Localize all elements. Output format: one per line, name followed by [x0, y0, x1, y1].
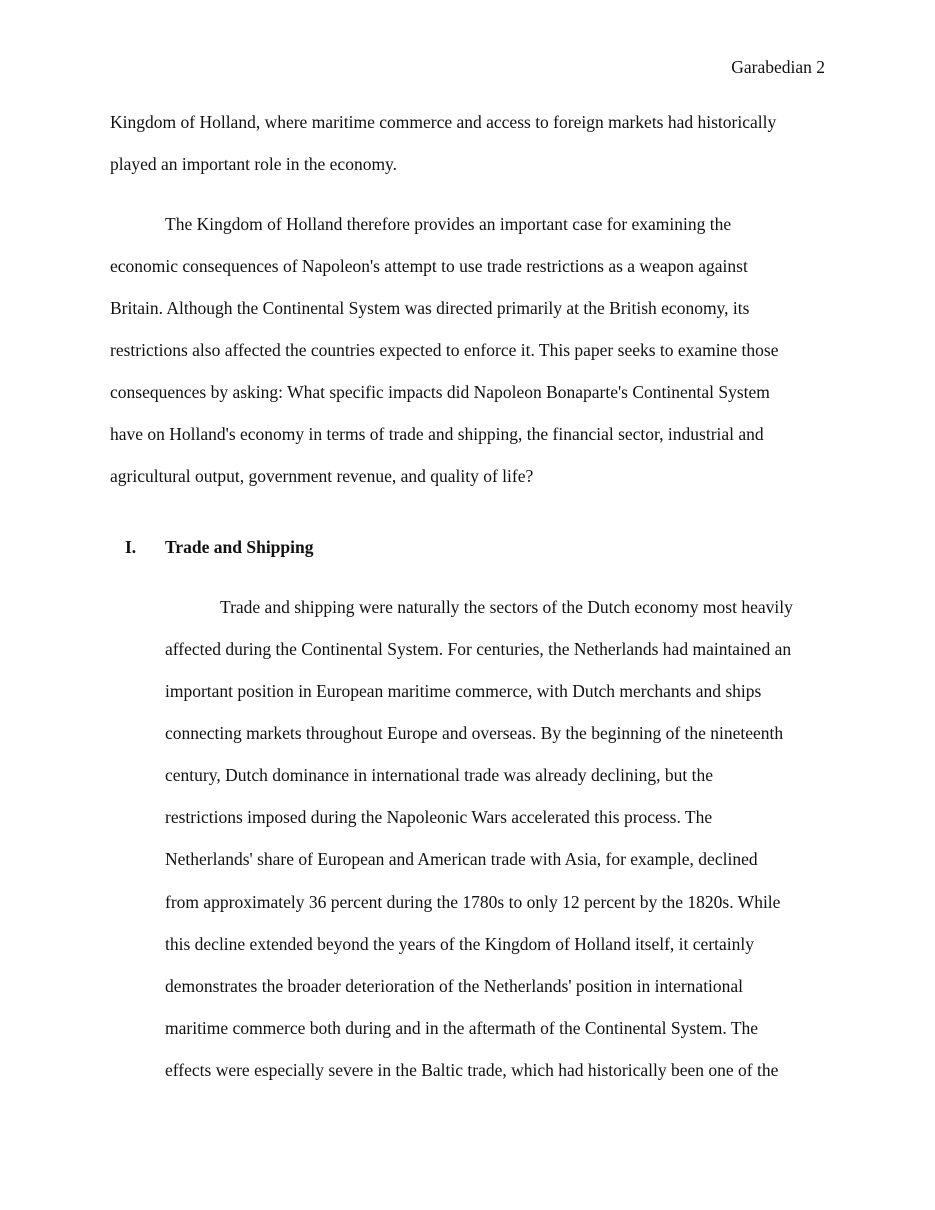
paragraph2-line-3: Britain. Although the Continental System was directed primarily at the British economy, its — [110, 298, 750, 318]
paragraph2-line-6: have on Holland's economy in terms of trade and shipping, the financial sector, industrial and — [110, 424, 764, 444]
paragraph2-line-2: economic consequences of Napoleon's attempt to use trade restrictions as a weapon against — [110, 256, 748, 276]
section-line-9: this decline extended beyond the years of the Kingdom of Holland itself, it certainly — [165, 934, 755, 954]
section-line-10: demonstrates the broader deterioration of the Netherlands' position in international — [165, 976, 744, 996]
intro-line-2: played an important role in the economy. — [110, 154, 398, 174]
paragraph2-line-4: restrictions also affected the countries expected to enforce it. This paper seeks to examine those — [110, 340, 779, 360]
paragraph2-line-1: The Kingdom of Holland therefore provides an important case for examining the — [165, 214, 732, 234]
paragraph2-line-5: consequences by asking: What specific impacts did Napoleon Bonaparte's Continental System — [110, 382, 770, 402]
section-line-4: connecting markets throughout Europe and overseas. By the beginning of the nineteenth — [165, 723, 784, 743]
section-line-7: Netherlands' share of European and American trade with Asia, for example, declined — [165, 849, 758, 869]
section-line-3: important position in European maritime commerce, with Dutch merchants and ships — [165, 681, 762, 701]
section-line-11: maritime commerce both during and in the aftermath of the Continental System. The — [165, 1018, 759, 1038]
paragraph2-line-7: agricultural output, government revenue, and quality of life? — [110, 466, 534, 486]
section-line-6: restrictions imposed during the Napoleonic Wars accelerated this process. The — [165, 807, 713, 827]
section-title: Trade and Shipping — [165, 537, 314, 557]
intro-line-1: Kingdom of Holland, where maritime commerce and access to foreign markets had historically — [110, 112, 777, 132]
section-number: I. — [125, 537, 137, 557]
section-line-2: affected during the Continental System. For centuries, the Netherlands had maintained an — [165, 639, 792, 659]
section-line-12: effects were especially severe in the Baltic trade, which had historically been one of the — [165, 1060, 779, 1080]
section-line-5: century, Dutch dominance in international trade was already declining, but the — [165, 765, 713, 785]
section-line-8: from approximately 36 percent during the 1780s to only 12 percent by the 1820s. While — [165, 892, 781, 912]
section-line-1: Trade and shipping were naturally the sectors of the Dutch economy most heavily — [220, 597, 793, 617]
running-head: Garabedian 2 — [731, 57, 825, 77]
